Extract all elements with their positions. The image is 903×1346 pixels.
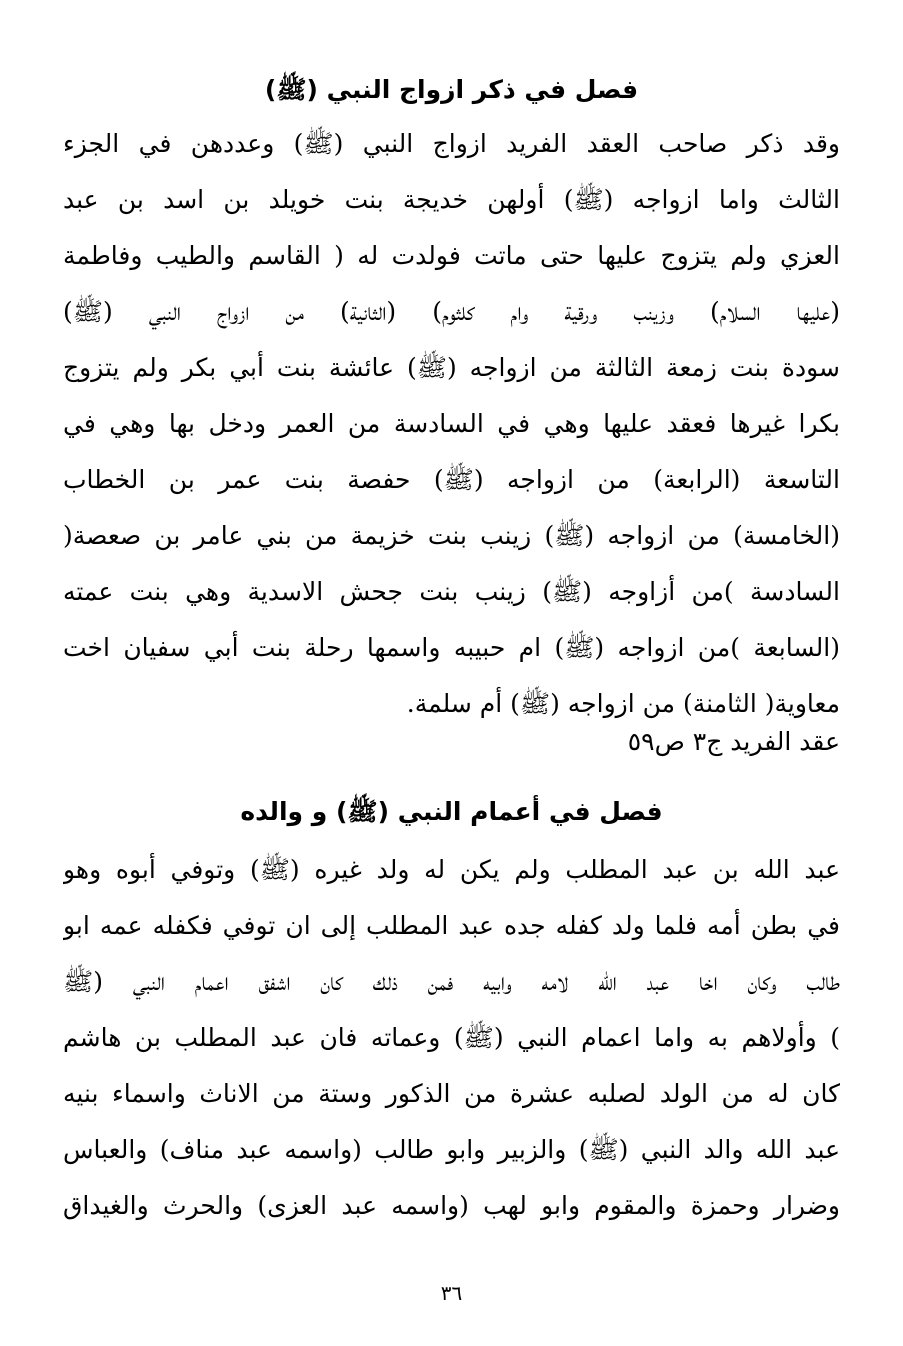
paragraph-line: طالب وكان اخا عبد الله لامه وابيه فمن ذلك كان اشفق اعمام النبي (ﷺ <box>63 967 840 996</box>
paragraph-line: وقد ذكر صاحب العقد الفريد ازواج النبي (ﷺ) وعددهن في الجزء <box>63 129 840 158</box>
paragraph-line: الثالث واما ازواجه (ﷺ) أولهن خديجة بنت خويلد بن اسد بن عبد <box>63 185 840 214</box>
paragraph-line: عبد الله بن عبد المطلب ولم يكن له ولد غيره (ﷺ) وتوفي أبوه وهو <box>63 855 840 884</box>
section-heading-uncles: فصل في أعمام النبي (ﷺ) و والده <box>240 797 663 826</box>
paragraph-line: (الخامسة) من ازواجه (ﷺ) زينب بنت خزيمة من بني عامر بن صعصة( <box>63 521 840 550</box>
paragraph-line: في بطن أمه فلما ولد كفله جده عبد المطلب إلى ان توفي فكفله عمه ابو <box>63 911 840 940</box>
paragraph-line: السادسة )من أزاوجه (ﷺ) زينب بنت جحش الاسدية وهي بنت عمته <box>63 577 840 606</box>
paragraph-line: بكرا غيرها فعقد عليها وهي في السادسة من العمر ودخل بها وهي في <box>63 409 840 438</box>
paragraph-line: (عليها السلام) وزينب ورقية وام كلثوم) (الثانية) من ازواج النبي (ﷺ) <box>63 297 840 326</box>
paragraph-line: سودة بنت زمعة الثالثة من ازواجه (ﷺ) عائشة بنت أبي بكر ولم يتزوج <box>63 353 840 382</box>
paragraph-line: التاسعة (الرابعة) من ازواجه (ﷺ) حفصة بنت عمر بن الخطاب <box>63 465 840 494</box>
paragraph-line: (السابعة )من ازواجه (ﷺ) ام حبيبه واسمها رحلة بنت أبي سفيان اخت <box>63 633 840 662</box>
paragraph-line: وضرار وحمزة والمقوم وابو لهب (واسمه عبد العزى) والحرث والغيداق <box>63 1191 840 1220</box>
paragraph-line: كان له من الولد لصلبه عشرة من الذكور وستة من الاناث واسماء بنيه <box>63 1079 840 1108</box>
paragraph-line: معاوية( الثامنة) من ازواجه (ﷺ) أم سلمة. <box>406 689 840 718</box>
paragraph-line: عبد الله والد النبي (ﷺ) والزبير وابو طالب (واسمه عبد مناف) والعباس <box>63 1135 840 1164</box>
paragraph-line: ) وأولاهم به واما اعمام النبي (ﷺ) وعماته فان عبد المطلب بن هاشم <box>63 1023 840 1052</box>
page-number: ٣٦ <box>440 1281 463 1305</box>
paragraph-line: العزي ولم يتزوج عليها حتى ماتت فولدت له ( القاسم والطيب وفاطمة <box>63 241 840 270</box>
source-citation: عقد الفريد ج٣ ص٥٩ <box>627 727 840 756</box>
section-heading-wives: فصل في ذكر ازواج النبي (ﷺ) <box>264 75 639 104</box>
